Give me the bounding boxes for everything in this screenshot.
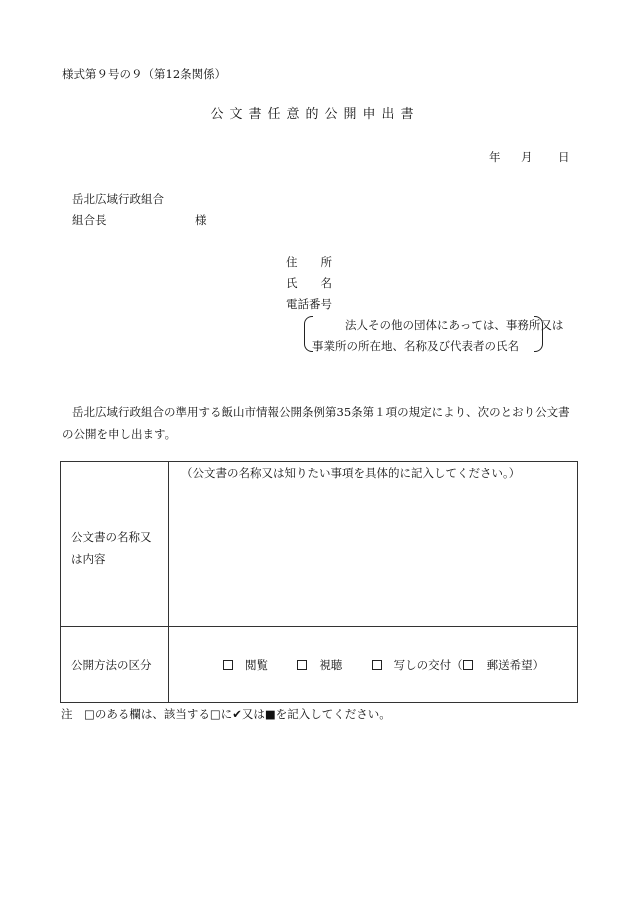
corp-note-line2: 事業所の所在地、名称及び代表者の氏名 xyxy=(312,339,519,353)
checkbox-mail[interactable] xyxy=(463,660,473,670)
row-divider xyxy=(61,626,577,627)
form-number: 様式第９号の９（第12条関係） xyxy=(62,67,227,81)
date-year: 年 xyxy=(489,150,501,164)
option-mail: 郵送希望） xyxy=(486,658,545,672)
option-view: 閲覧 xyxy=(245,658,268,672)
note: 注 □のある欄は、該当する□に✔又は■を記入してください。 xyxy=(61,707,391,721)
request-table xyxy=(60,461,578,703)
addressee-org: 岳北広域行政組合 xyxy=(72,192,164,206)
date-month: 月 xyxy=(521,150,533,164)
name-label: 氏 名 xyxy=(286,276,332,290)
checkbox-view[interactable] xyxy=(223,660,233,670)
document-name-label: 公文書の名称又は内容 xyxy=(71,530,152,566)
phone-label: 電話番号 xyxy=(286,297,332,311)
page-title: 公文書任意的公開申出書 xyxy=(210,107,420,122)
body-text: 岳北広域行政組合の準用する飯山市情報公開条例第35条第１項の規定により、次のとおり公文書の公開を申し出ます。 xyxy=(62,405,570,441)
corp-note-line1: 法人その他の団体にあっては、事務所又は xyxy=(345,318,564,332)
checkbox-listen[interactable] xyxy=(297,660,307,670)
addressee-position: 組合長 xyxy=(72,213,107,227)
checkbox-copy[interactable] xyxy=(372,660,382,670)
option-copy: 写しの交付（ xyxy=(393,658,463,672)
document-name-field[interactable] xyxy=(169,476,577,626)
disclosure-method-label: 公開方法の区分 xyxy=(71,658,152,672)
option-listen: 視聴 xyxy=(319,658,343,672)
document-name-hint: （公文書の名称又は知りたい事項を具体的に記入してください。） xyxy=(181,466,521,480)
address-label: 住 所 xyxy=(286,255,332,269)
date-day: 日 xyxy=(558,150,570,164)
addressee-honorific: 様 xyxy=(195,213,207,227)
disclosure-options xyxy=(223,658,544,672)
